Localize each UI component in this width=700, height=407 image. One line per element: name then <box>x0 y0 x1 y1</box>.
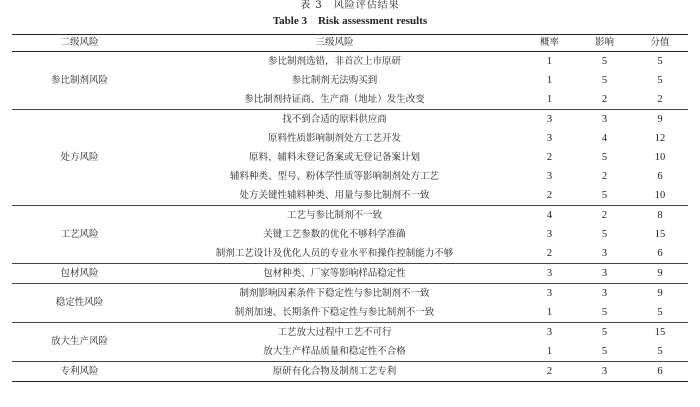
score-cell: 9 <box>632 284 688 304</box>
score-cell: 9 <box>632 264 688 284</box>
score-cell: 8 <box>632 206 688 226</box>
risk-item-cell: 参比制剂选错，非首次上市原研 <box>147 52 522 72</box>
score-cell: 9 <box>632 110 688 130</box>
impact-cell: 3 <box>577 362 632 382</box>
header-level2-risk: 二级风险 <box>12 35 147 52</box>
risk-item-cell: 制剂影响因素条件下稳定性与参比制剂不一致 <box>147 284 522 304</box>
impact-cell: 5 <box>577 52 632 72</box>
impact-cell: 3 <box>577 284 632 304</box>
probability-cell: 1 <box>546 93 553 105</box>
probability-cell: 3 <box>546 132 553 144</box>
probability-cell: 3 <box>546 228 553 240</box>
impact-cell: 2 <box>601 93 608 105</box>
header-impact: 影响 <box>577 35 632 52</box>
impact-cell: 5 <box>601 151 608 163</box>
score-cell: 10 <box>654 151 666 163</box>
probability-cell: 2 <box>546 189 553 201</box>
probability-cell: 3 <box>522 284 577 304</box>
risk-item-cell: 原料、辅料未登记备案或无登记备案计划 <box>248 151 420 163</box>
table-row <box>12 52 688 72</box>
probability-cell: 3 <box>522 264 577 284</box>
risk-item-cell: 关键工艺参数的优化不够科学准确 <box>263 228 406 240</box>
impact-cell: 4 <box>601 132 608 144</box>
probability-cell: 1 <box>546 306 553 318</box>
risk-assessment-table <box>12 34 688 382</box>
probability-cell: 2 <box>522 362 577 382</box>
score-cell: 12 <box>654 132 666 144</box>
impact-cell: 3 <box>577 264 632 284</box>
probability-cell: 3 <box>546 170 553 182</box>
risk-item-cell: 原研有化合物及制剂工艺专利 <box>147 362 522 382</box>
risk-category-cell: 包材风险 <box>12 264 147 284</box>
risk-item-cell: 制剂工艺设计及优化人员的专业水平和操作控制能力不够 <box>215 247 454 259</box>
risk-category-cell: 放大生产风险 <box>12 323 147 362</box>
risk-item-cell: 包材种类、厂家等影响样品稳定性 <box>147 264 522 284</box>
header-level3-risk: 三级风险 <box>147 35 522 52</box>
score-cell: 6 <box>657 247 663 259</box>
risk-category-cell: 专利风险 <box>12 362 147 382</box>
table-row <box>12 206 688 226</box>
impact-cell: 5 <box>601 228 608 240</box>
probability-cell: 1 <box>546 74 553 86</box>
risk-category-cell: 处方风险 <box>12 110 147 206</box>
header-score: 分值 <box>632 35 688 52</box>
probability-cell: 3 <box>522 323 577 343</box>
probability-cell: 2 <box>546 151 553 163</box>
table-row <box>12 362 688 382</box>
score-cell: 15 <box>632 323 688 343</box>
risk-category-cell: 参比制剂风险 <box>12 52 147 110</box>
score-cell: 5 <box>657 74 663 86</box>
table-row <box>12 264 688 284</box>
impact-cell: 3 <box>601 247 608 259</box>
impact-cell: 5 <box>601 74 608 86</box>
risk-item-cell: 辅料种类、型号、粉体学性质等影响制剂处方工艺 <box>229 170 439 182</box>
probability-cell: 3 <box>522 110 577 130</box>
header-probability: 概率 <box>522 35 577 52</box>
header-row <box>12 35 688 52</box>
table-row <box>12 284 688 304</box>
risk-item-cell: 原料性质影响制剂处方工艺开发 <box>267 132 401 144</box>
table-row <box>12 323 688 343</box>
impact-cell: 3 <box>577 110 632 130</box>
impact-cell: 5 <box>601 345 608 357</box>
score-cell: 10 <box>654 189 666 201</box>
risk-item-cell: 参比制剂无法购买到 <box>291 74 378 86</box>
table-caption-en: Table 3 Risk assessment results <box>272 15 428 27</box>
risk-category-cell: 工艺风险 <box>12 206 147 264</box>
risk-item-cell: 制剂加速、长期条件下稳定性与参比制剂不一致 <box>234 306 435 318</box>
risk-item-cell: 放大生产样品质量和稳定性不合格 <box>263 345 406 357</box>
probability-cell: 2 <box>546 247 553 259</box>
impact-cell: 2 <box>601 170 608 182</box>
table-row <box>12 110 688 130</box>
score-cell: 6 <box>632 362 688 382</box>
score-cell: 2 <box>657 93 663 105</box>
impact-cell: 2 <box>577 206 632 226</box>
risk-item-cell: 工艺放大过程中工艺不可行 <box>147 323 522 343</box>
risk-item-cell: 找不到合适的原料供应商 <box>147 110 522 130</box>
impact-cell: 5 <box>577 323 632 343</box>
impact-cell: 5 <box>601 306 608 318</box>
probability-cell: 1 <box>522 52 577 72</box>
probability-cell: 1 <box>546 345 553 357</box>
risk-item-cell: 工艺与参比制剂不一致 <box>147 206 522 226</box>
impact-cell: 5 <box>601 189 608 201</box>
score-cell: 6 <box>657 170 663 182</box>
score-cell: 5 <box>657 306 663 318</box>
probability-cell: 4 <box>522 206 577 226</box>
score-cell: 5 <box>632 52 688 72</box>
score-cell: 5 <box>657 345 663 357</box>
table-caption-cn: 表 3 风险评估结果 <box>300 0 400 11</box>
score-cell: 15 <box>654 228 666 240</box>
risk-item-cell: 处方关键性辅料种类、用量与参比制剂不一致 <box>239 189 430 201</box>
risk-item-cell: 参比制剂持证商、生产商（地址）发生改变 <box>244 93 425 105</box>
risk-category-cell: 稳定性风险 <box>12 284 147 323</box>
table-body <box>12 52 688 382</box>
